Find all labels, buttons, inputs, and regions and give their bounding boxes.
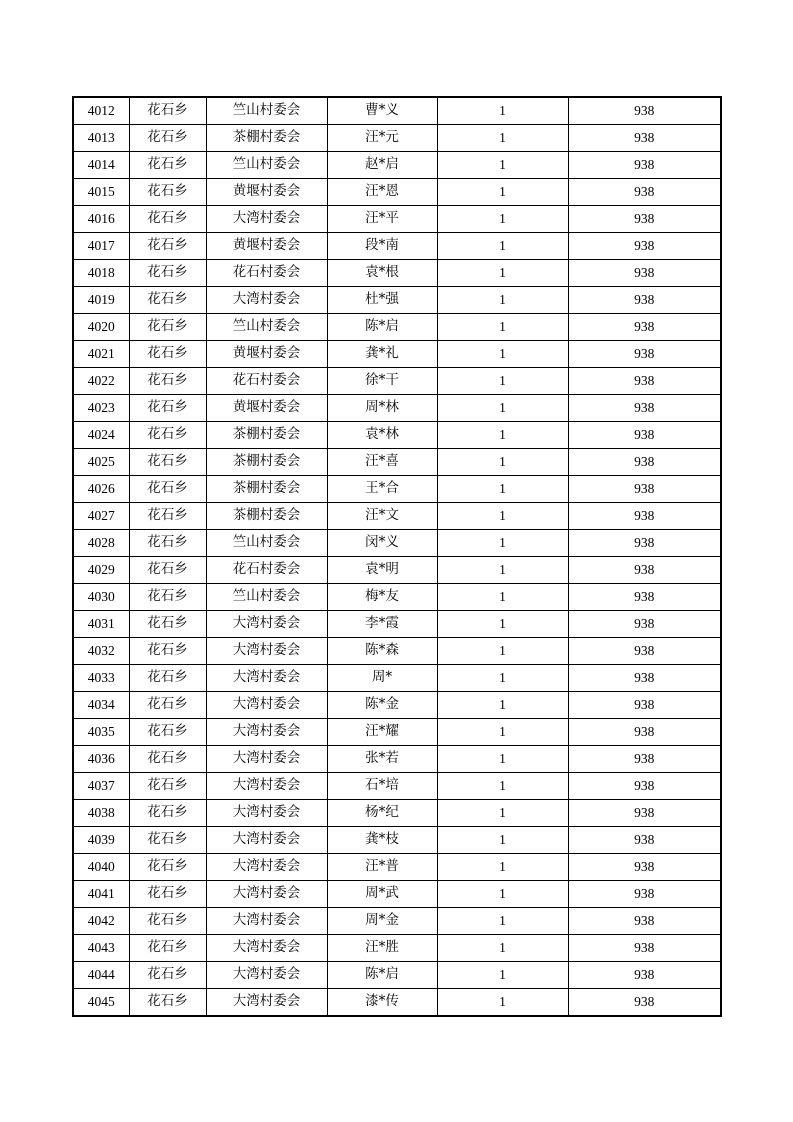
name-cell: 汪*普 (327, 854, 437, 881)
township-cell: 花石乡 (129, 584, 206, 611)
amount-cell: 938 (568, 395, 721, 422)
village-committee-cell: 茶棚村委会 (206, 422, 327, 449)
village-committee-cell: 大湾村委会 (206, 935, 327, 962)
amount-cell: 938 (568, 368, 721, 395)
count-cell: 1 (437, 206, 568, 233)
table-row (73, 989, 721, 1017)
amount-cell: 938 (568, 449, 721, 476)
name-cell: 赵*启 (327, 152, 437, 179)
village-committee-cell: 大湾村委会 (206, 881, 327, 908)
row-id-cell: 4027 (73, 503, 129, 530)
table-row (73, 908, 721, 935)
name-cell: 徐*干 (327, 368, 437, 395)
amount-cell: 938 (568, 746, 721, 773)
table-row (73, 719, 721, 746)
name-cell: 周*林 (327, 395, 437, 422)
table-row (73, 314, 721, 341)
township-cell: 花石乡 (129, 233, 206, 260)
table-row (73, 935, 721, 962)
amount-cell: 938 (568, 962, 721, 989)
village-committee-cell: 大湾村委会 (206, 638, 327, 665)
name-cell: 袁*林 (327, 422, 437, 449)
table-row (73, 97, 721, 125)
amount-cell: 938 (568, 638, 721, 665)
amount-cell: 938 (568, 422, 721, 449)
village-committee-cell: 大湾村委会 (206, 611, 327, 638)
table-row (73, 179, 721, 206)
amount-cell: 938 (568, 854, 721, 881)
amount-cell: 938 (568, 287, 721, 314)
village-committee-cell: 茶棚村委会 (206, 125, 327, 152)
count-cell: 1 (437, 584, 568, 611)
township-cell: 花石乡 (129, 530, 206, 557)
count-cell: 1 (437, 341, 568, 368)
count-cell: 1 (437, 368, 568, 395)
amount-cell: 938 (568, 503, 721, 530)
township-cell: 花石乡 (129, 881, 206, 908)
name-cell: 汪*胜 (327, 935, 437, 962)
row-id-cell: 4023 (73, 395, 129, 422)
amount-cell: 938 (568, 206, 721, 233)
village-committee-cell: 大湾村委会 (206, 962, 327, 989)
name-cell: 汪*平 (327, 206, 437, 233)
village-committee-cell: 大湾村委会 (206, 854, 327, 881)
township-cell: 花石乡 (129, 638, 206, 665)
row-id-cell: 4034 (73, 692, 129, 719)
name-cell: 周*武 (327, 881, 437, 908)
village-committee-cell: 大湾村委会 (206, 800, 327, 827)
row-id-cell: 4024 (73, 422, 129, 449)
township-cell: 花石乡 (129, 368, 206, 395)
row-id-cell: 4022 (73, 368, 129, 395)
row-id-cell: 4043 (73, 935, 129, 962)
township-cell: 花石乡 (129, 97, 206, 125)
row-id-cell: 4044 (73, 962, 129, 989)
table-row (73, 665, 721, 692)
township-cell: 花石乡 (129, 179, 206, 206)
table-row (73, 206, 721, 233)
township-cell: 花石乡 (129, 827, 206, 854)
amount-cell: 938 (568, 233, 721, 260)
name-cell: 段*南 (327, 233, 437, 260)
row-id-cell: 4028 (73, 530, 129, 557)
table-row (73, 476, 721, 503)
amount-cell: 938 (568, 692, 721, 719)
village-committee-cell: 大湾村委会 (206, 773, 327, 800)
village-committee-cell: 竺山村委会 (206, 97, 327, 125)
village-committee-cell: 大湾村委会 (206, 692, 327, 719)
count-cell: 1 (437, 746, 568, 773)
row-id-cell: 4031 (73, 611, 129, 638)
village-committee-cell: 大湾村委会 (206, 287, 327, 314)
village-committee-cell: 茶棚村委会 (206, 503, 327, 530)
village-committee-cell: 大湾村委会 (206, 665, 327, 692)
township-cell: 花石乡 (129, 314, 206, 341)
table-row (73, 395, 721, 422)
table-row (73, 611, 721, 638)
name-cell: 龚*礼 (327, 341, 437, 368)
name-cell: 曹*义 (327, 97, 437, 125)
table-row (73, 854, 721, 881)
village-committee-cell: 黄堰村委会 (206, 179, 327, 206)
table-row (73, 449, 721, 476)
village-committee-cell: 花石村委会 (206, 260, 327, 287)
row-id-cell: 4035 (73, 719, 129, 746)
name-cell: 汪*文 (327, 503, 437, 530)
count-cell: 1 (437, 395, 568, 422)
count-cell: 1 (437, 125, 568, 152)
township-cell: 花石乡 (129, 692, 206, 719)
amount-cell: 938 (568, 881, 721, 908)
village-committee-cell: 大湾村委会 (206, 827, 327, 854)
table-row (73, 557, 721, 584)
table-row (73, 422, 721, 449)
table-body (73, 97, 721, 1016)
count-cell: 1 (437, 611, 568, 638)
row-id-cell: 4025 (73, 449, 129, 476)
township-cell: 花石乡 (129, 800, 206, 827)
count-cell: 1 (437, 908, 568, 935)
name-cell: 陈*启 (327, 962, 437, 989)
table-row (73, 233, 721, 260)
township-cell: 花石乡 (129, 908, 206, 935)
amount-cell: 938 (568, 584, 721, 611)
village-committee-cell: 竺山村委会 (206, 152, 327, 179)
count-cell: 1 (437, 422, 568, 449)
name-cell: 龚*枝 (327, 827, 437, 854)
name-cell: 张*若 (327, 746, 437, 773)
count-cell: 1 (437, 989, 568, 1017)
name-cell: 汪*喜 (327, 449, 437, 476)
name-cell: 梅*友 (327, 584, 437, 611)
count-cell: 1 (437, 449, 568, 476)
table-row (73, 584, 721, 611)
village-committee-cell: 竺山村委会 (206, 314, 327, 341)
amount-cell: 938 (568, 125, 721, 152)
township-cell: 花石乡 (129, 503, 206, 530)
amount-cell: 938 (568, 665, 721, 692)
row-id-cell: 4033 (73, 665, 129, 692)
count-cell: 1 (437, 503, 568, 530)
count-cell: 1 (437, 476, 568, 503)
township-cell: 花石乡 (129, 260, 206, 287)
row-id-cell: 4019 (73, 287, 129, 314)
table-row (73, 287, 721, 314)
table-row (73, 503, 721, 530)
township-cell: 花石乡 (129, 935, 206, 962)
row-id-cell: 4030 (73, 584, 129, 611)
township-cell: 花石乡 (129, 476, 206, 503)
amount-cell: 938 (568, 827, 721, 854)
row-id-cell: 4017 (73, 233, 129, 260)
table-row (73, 773, 721, 800)
count-cell: 1 (437, 638, 568, 665)
table-row (73, 125, 721, 152)
count-cell: 1 (437, 935, 568, 962)
village-committee-cell: 大湾村委会 (206, 719, 327, 746)
village-committee-cell: 大湾村委会 (206, 989, 327, 1017)
count-cell: 1 (437, 773, 568, 800)
amount-cell: 938 (568, 908, 721, 935)
row-id-cell: 4045 (73, 989, 129, 1017)
row-id-cell: 4013 (73, 125, 129, 152)
table-row (73, 962, 721, 989)
name-cell: 闵*义 (327, 530, 437, 557)
amount-cell: 938 (568, 97, 721, 125)
name-cell: 汪*耀 (327, 719, 437, 746)
township-cell: 花石乡 (129, 395, 206, 422)
name-cell: 汪*元 (327, 125, 437, 152)
data-table (72, 96, 722, 1017)
village-committee-cell: 黄堰村委会 (206, 341, 327, 368)
row-id-cell: 4015 (73, 179, 129, 206)
row-id-cell: 4021 (73, 341, 129, 368)
amount-cell: 938 (568, 800, 721, 827)
amount-cell: 938 (568, 179, 721, 206)
village-committee-cell: 茶棚村委会 (206, 449, 327, 476)
name-cell: 陈*启 (327, 314, 437, 341)
amount-cell: 938 (568, 773, 721, 800)
table-row (73, 152, 721, 179)
name-cell: 王*合 (327, 476, 437, 503)
township-cell: 花石乡 (129, 422, 206, 449)
amount-cell: 938 (568, 341, 721, 368)
township-cell: 花石乡 (129, 962, 206, 989)
amount-cell: 938 (568, 152, 721, 179)
count-cell: 1 (437, 179, 568, 206)
table-row (73, 638, 721, 665)
row-id-cell: 4012 (73, 97, 129, 125)
name-cell: 袁*根 (327, 260, 437, 287)
count-cell: 1 (437, 287, 568, 314)
amount-cell: 938 (568, 530, 721, 557)
township-cell: 花石乡 (129, 719, 206, 746)
table-row (73, 692, 721, 719)
village-committee-cell: 花石村委会 (206, 557, 327, 584)
township-cell: 花石乡 (129, 854, 206, 881)
township-cell: 花石乡 (129, 341, 206, 368)
township-cell: 花石乡 (129, 773, 206, 800)
count-cell: 1 (437, 530, 568, 557)
name-cell: 漆*传 (327, 989, 437, 1017)
row-id-cell: 4040 (73, 854, 129, 881)
table-row (73, 260, 721, 287)
count-cell: 1 (437, 827, 568, 854)
township-cell: 花石乡 (129, 206, 206, 233)
village-committee-cell: 大湾村委会 (206, 908, 327, 935)
name-cell: 陈*森 (327, 638, 437, 665)
count-cell: 1 (437, 152, 568, 179)
name-cell: 李*霞 (327, 611, 437, 638)
row-id-cell: 4041 (73, 881, 129, 908)
row-id-cell: 4037 (73, 773, 129, 800)
count-cell: 1 (437, 692, 568, 719)
amount-cell: 938 (568, 314, 721, 341)
name-cell: 杨*纪 (327, 800, 437, 827)
row-id-cell: 4020 (73, 314, 129, 341)
row-id-cell: 4014 (73, 152, 129, 179)
name-cell: 陈*金 (327, 692, 437, 719)
row-id-cell: 4026 (73, 476, 129, 503)
amount-cell: 938 (568, 611, 721, 638)
village-committee-cell: 花石村委会 (206, 368, 327, 395)
township-cell: 花石乡 (129, 989, 206, 1017)
count-cell: 1 (437, 800, 568, 827)
row-id-cell: 4016 (73, 206, 129, 233)
row-id-cell: 4018 (73, 260, 129, 287)
village-committee-cell: 竺山村委会 (206, 530, 327, 557)
count-cell: 1 (437, 314, 568, 341)
table-row (73, 368, 721, 395)
count-cell: 1 (437, 881, 568, 908)
table-row (73, 530, 721, 557)
table-row (73, 746, 721, 773)
township-cell: 花石乡 (129, 665, 206, 692)
township-cell: 花石乡 (129, 152, 206, 179)
township-cell: 花石乡 (129, 125, 206, 152)
name-cell: 周*金 (327, 908, 437, 935)
amount-cell: 938 (568, 935, 721, 962)
village-committee-cell: 大湾村委会 (206, 746, 327, 773)
amount-cell: 938 (568, 260, 721, 287)
count-cell: 1 (437, 97, 568, 125)
township-cell: 花石乡 (129, 449, 206, 476)
village-committee-cell: 黄堰村委会 (206, 395, 327, 422)
row-id-cell: 4036 (73, 746, 129, 773)
count-cell: 1 (437, 233, 568, 260)
township-cell: 花石乡 (129, 611, 206, 638)
village-committee-cell: 黄堰村委会 (206, 233, 327, 260)
amount-cell: 938 (568, 476, 721, 503)
name-cell: 杜*强 (327, 287, 437, 314)
name-cell: 汪*恩 (327, 179, 437, 206)
village-committee-cell: 大湾村委会 (206, 206, 327, 233)
township-cell: 花石乡 (129, 746, 206, 773)
count-cell: 1 (437, 260, 568, 287)
table-row (73, 341, 721, 368)
township-cell: 花石乡 (129, 557, 206, 584)
name-cell: 周* (327, 665, 437, 692)
amount-cell: 938 (568, 719, 721, 746)
amount-cell: 938 (568, 557, 721, 584)
township-cell: 花石乡 (129, 287, 206, 314)
count-cell: 1 (437, 854, 568, 881)
table-row (73, 800, 721, 827)
count-cell: 1 (437, 962, 568, 989)
table-row (73, 827, 721, 854)
row-id-cell: 4029 (73, 557, 129, 584)
row-id-cell: 4042 (73, 908, 129, 935)
village-committee-cell: 竺山村委会 (206, 584, 327, 611)
count-cell: 1 (437, 665, 568, 692)
row-id-cell: 4039 (73, 827, 129, 854)
table-row (73, 881, 721, 908)
name-cell: 石*培 (327, 773, 437, 800)
row-id-cell: 4038 (73, 800, 129, 827)
count-cell: 1 (437, 557, 568, 584)
village-committee-cell: 茶棚村委会 (206, 476, 327, 503)
row-id-cell: 4032 (73, 638, 129, 665)
amount-cell: 938 (568, 989, 721, 1017)
count-cell: 1 (437, 719, 568, 746)
name-cell: 袁*明 (327, 557, 437, 584)
